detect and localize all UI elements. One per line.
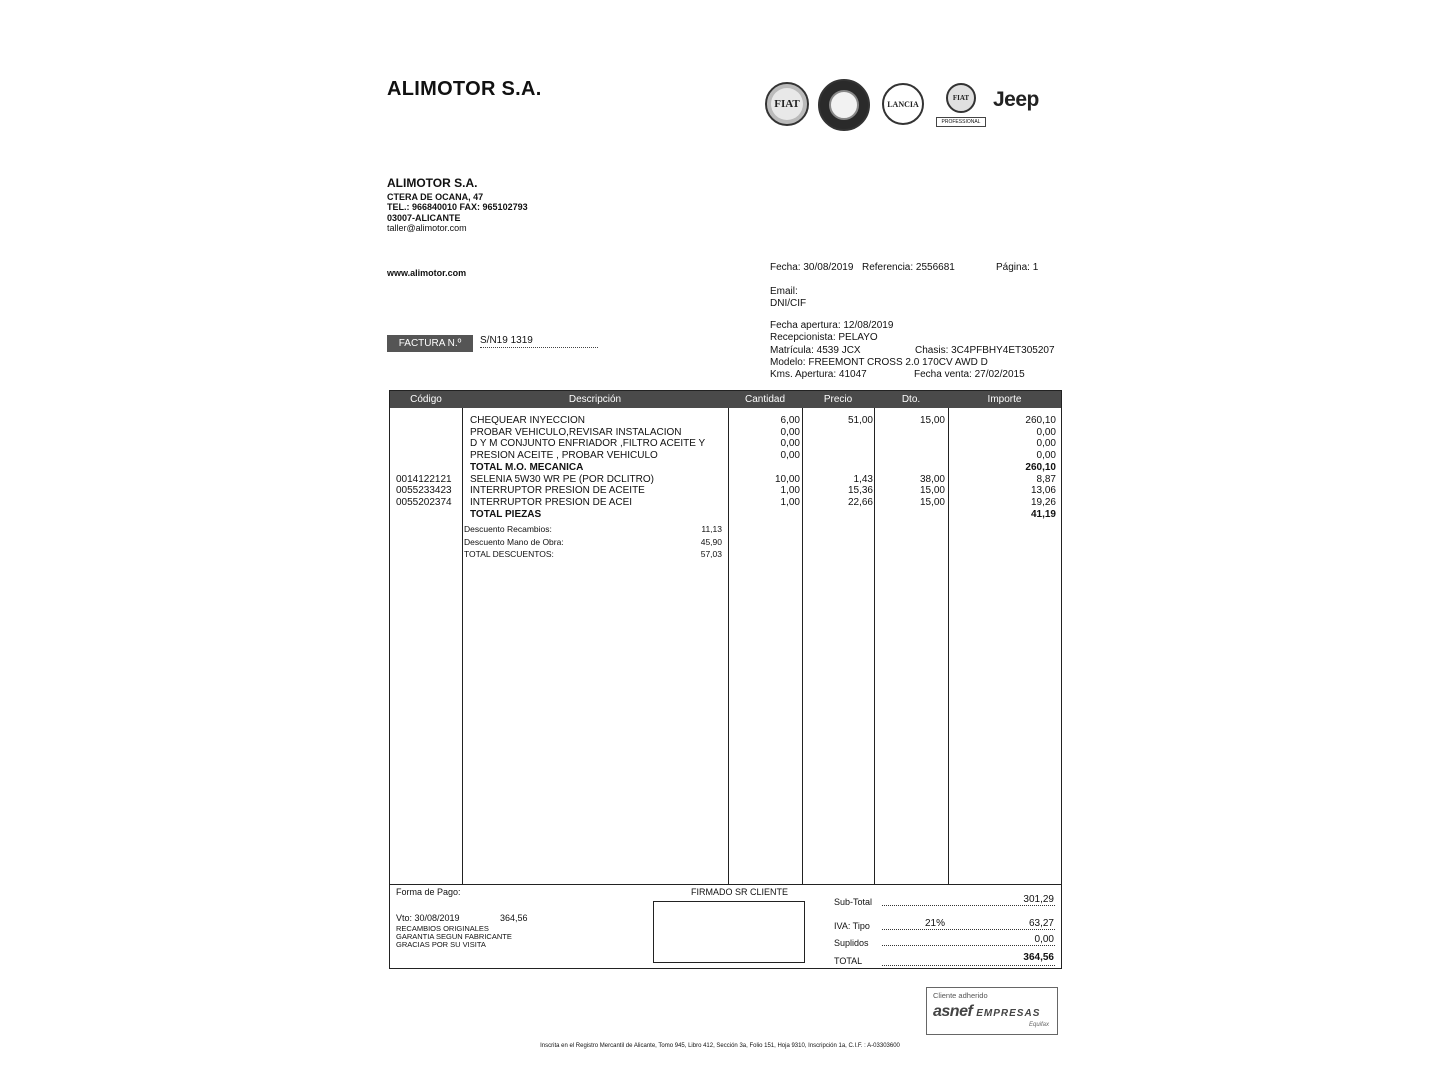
issuer-address: CTERA DE OCANA, 47 xyxy=(387,191,484,202)
issuer-address-block xyxy=(387,178,528,234)
line-price: 15,36 xyxy=(847,485,873,497)
issuer-phone-fax: TEL.: 966840010 FAX: 965102793 xyxy=(387,202,528,212)
line-description: D Y M CONJUNTO ENFRIADOR ,FILTRO ACEITE Y xyxy=(470,438,706,450)
line-quantity: 0,00 xyxy=(780,426,800,438)
line-amount: 13,06 xyxy=(1030,485,1056,497)
total-label: TOTAL xyxy=(834,956,863,966)
table-row xyxy=(390,509,1061,521)
fiat-professional-logo: FIAT xyxy=(946,83,976,113)
suplidos-value: 0,00 xyxy=(1034,934,1054,945)
line-quantity: 0,00 xyxy=(780,438,800,450)
line-description: TOTAL PIEZAS xyxy=(470,508,542,520)
chassis-number: Chasis: 3C4PFBHY4ET305207 xyxy=(915,345,1055,356)
alfa-romeo-logo xyxy=(818,79,870,131)
line-description: CHEQUEAR INYECCION xyxy=(470,415,586,426)
registry-footer: Inscrita en el Registro Mercantil de Alicante, Tomo 945, Libro 412, Sección 3a, Folio 151, Hoja 9310, Inscripción 1a, C.I.F. : A-03303600 xyxy=(540,1043,900,1049)
line-discount: 15,00 xyxy=(919,485,945,497)
line-amount: 0,00 xyxy=(1036,426,1056,438)
payment-method-label: Forma de Pago: xyxy=(396,887,461,897)
issuer-website: www.alimotor.com xyxy=(387,268,467,278)
line-price: 1,43 xyxy=(853,473,873,485)
invoice-reference: Referencia: 2556681 xyxy=(862,262,955,273)
discount-label: Descuento Recambios: xyxy=(464,524,552,534)
signature-label: FIRMADO SR CLIENTE xyxy=(691,887,789,897)
line-quantity: 1,00 xyxy=(780,496,800,508)
line-code: 0055233423 xyxy=(396,485,452,497)
due-date: Vto: 30/08/2019 xyxy=(396,913,460,923)
discount-value: 57,03 xyxy=(700,549,722,559)
subtotal-label: Sub-Total xyxy=(834,897,873,907)
line-description: INTERRUPTOR PRESION DE ACEI xyxy=(470,496,633,508)
asnef-logo-text: asnef xyxy=(933,1003,973,1020)
note-line: GARANTIA SEGUN FABRICANTE xyxy=(396,932,512,941)
note-line: RECAMBIOS ORIGINALES xyxy=(396,924,489,933)
total-line xyxy=(882,965,1055,966)
sale-date: Fecha venta: 27/02/2015 xyxy=(914,369,1025,380)
discount-label: Descuento Mano de Obra: xyxy=(464,537,564,547)
signature-box xyxy=(653,901,805,963)
line-price: 51,00 xyxy=(847,415,873,426)
suplidos-label: Suplidos xyxy=(834,938,869,948)
opening-kms: Kms. Apertura: 41047 xyxy=(770,369,867,380)
line-quantity: 10,00 xyxy=(774,473,800,485)
receptionist: Recepcionista: PELAYO xyxy=(770,332,878,343)
table-header xyxy=(390,391,1061,408)
line-description: PROBAR VEHICULO,REVISAR INSTALACION xyxy=(470,426,682,438)
invoice-page-number: Página: 1 xyxy=(996,262,1039,273)
total-value: 364,56 xyxy=(1023,952,1054,963)
invoice-date: Fecha: 30/08/2019 xyxy=(770,262,854,273)
discount-value: 11,13 xyxy=(701,524,722,534)
customer-dni: DNI/CIF xyxy=(770,298,807,309)
table-row xyxy=(390,438,1061,450)
line-description: PRESION ACEITE , PROBAR VEHICULO xyxy=(470,450,658,462)
table-footer-divider xyxy=(390,884,1061,885)
discount-total xyxy=(464,549,722,561)
discount-label: TOTAL DESCUENTOS: xyxy=(464,549,554,559)
header-cantidad: Cantidad xyxy=(744,394,786,405)
discount-parts xyxy=(464,524,722,536)
table-row xyxy=(390,462,1061,474)
asnef-sub-text: Equifax xyxy=(1028,1022,1049,1028)
invoice-number-label: FACTURA N.º xyxy=(387,335,473,352)
discount-labour xyxy=(464,537,722,549)
line-description: SELENIA 5W30 WR PE (POR DCLITRO) xyxy=(470,473,654,485)
note-line: GRACIAS POR SU VISITA xyxy=(396,940,486,949)
header-codigo: Código xyxy=(410,394,442,405)
header-precio: Precio xyxy=(823,394,853,405)
line-amount: 0,00 xyxy=(1036,450,1056,462)
issuer-name: ALIMOTOR S.A. xyxy=(387,176,478,190)
table-row xyxy=(390,485,1061,497)
iva-line xyxy=(882,929,1055,930)
header-descripcion: Descripción xyxy=(568,394,622,405)
line-description: TOTAL M.O. MECANICA xyxy=(470,461,584,473)
line-description: INTERRUPTOR PRESION DE ACEITE xyxy=(470,485,645,497)
line-code: 0055202374 xyxy=(396,496,452,508)
lancia-logo: LANCIA xyxy=(882,83,924,125)
suplidos-line xyxy=(882,945,1055,946)
line-amount: 260,10 xyxy=(1025,461,1056,473)
line-quantity: 1,00 xyxy=(780,485,800,497)
line-code: 0014122121 xyxy=(396,473,452,485)
subtotal-line xyxy=(882,905,1055,906)
line-amount: 8,87 xyxy=(1036,473,1056,485)
line-discount: 15,00 xyxy=(919,496,945,508)
asnef-logo xyxy=(933,1003,1040,1021)
header-importe: Importe xyxy=(987,394,1022,405)
line-amount: 41,19 xyxy=(1030,508,1056,520)
asnef-logo-sub: EMPRESAS xyxy=(976,1008,1041,1019)
invoice-number: S/N19 1319 xyxy=(480,335,598,348)
due-amount: 364,56 xyxy=(500,913,528,923)
issuer-email: taller@alimotor.com xyxy=(387,223,467,233)
opening-date: Fecha apertura: 12/08/2019 xyxy=(770,320,894,331)
line-amount: 260,10 xyxy=(1025,415,1056,426)
iva-value: 63,27 xyxy=(1028,918,1054,929)
customer-email: Email: xyxy=(770,286,798,297)
line-discount: 15,00 xyxy=(919,415,945,426)
line-price: 22,66 xyxy=(847,496,873,508)
iva-label: IVA: Tipo xyxy=(834,921,870,931)
asnef-badge xyxy=(926,987,1058,1035)
table-row xyxy=(390,427,1061,439)
line-discount: 38,00 xyxy=(919,473,945,485)
iva-rate: 21% xyxy=(925,918,946,929)
fiat-logo: FIAT xyxy=(765,82,809,126)
discount-value: 45,90 xyxy=(700,537,722,547)
header-dto: Dto. xyxy=(901,394,921,405)
line-quantity: 0,00 xyxy=(780,450,800,462)
jeep-logo: Jeep xyxy=(993,88,1039,111)
table-row xyxy=(390,450,1061,462)
brand-logos xyxy=(760,78,1060,130)
table-row xyxy=(390,415,1061,427)
line-amount: 19,26 xyxy=(1030,496,1056,508)
vehicle-model: Modelo: FREEMONT CROSS 2.0 170CV AWD D xyxy=(770,357,988,368)
line-quantity: 6,00 xyxy=(780,415,800,426)
subtotal-value: 301,29 xyxy=(1023,894,1054,905)
line-amount: 0,00 xyxy=(1036,438,1056,450)
license-plate: Matrícula: 4539 JCX xyxy=(770,345,861,356)
fiat-professional-tag: PROFESSIONAL xyxy=(936,117,986,127)
company-title: ALIMOTOR S.A. xyxy=(387,78,542,100)
invoice-lines-table xyxy=(389,390,1062,969)
asnef-top-text: Cliente adherido xyxy=(933,991,988,1000)
footer-notes xyxy=(396,925,512,949)
table-row xyxy=(390,474,1061,486)
issuer-city: 03007-ALICANTE xyxy=(387,212,461,223)
table-row xyxy=(390,497,1061,509)
